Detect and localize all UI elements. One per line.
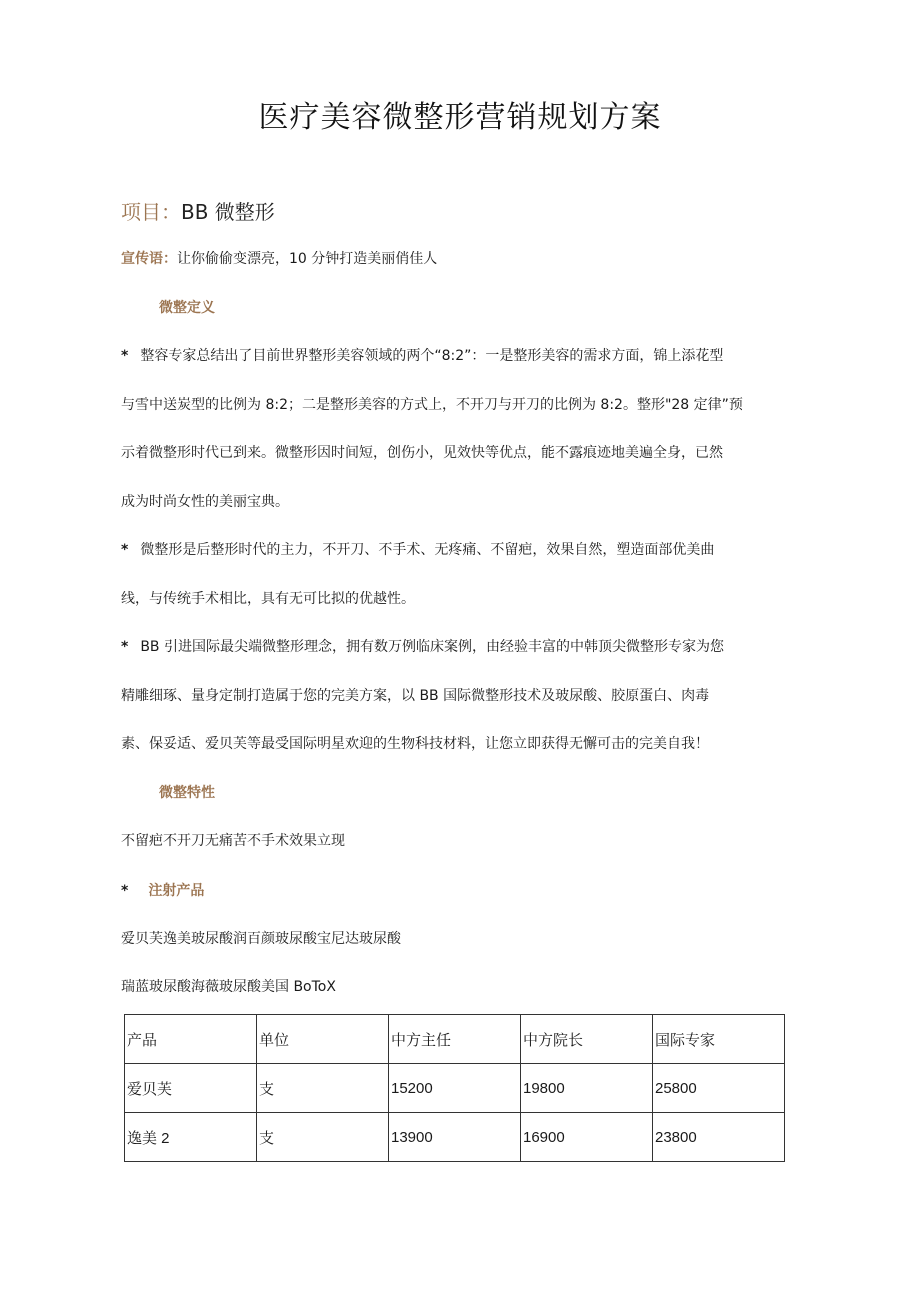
paragraph-3-line-2: 精雕细琢、量身定制打造属于您的完美方案，以 BB 国际微整形技术及玻尿酸、胶原蛋白、肉毒 (121, 688, 710, 704)
table-header-cell: 产品 (125, 1015, 257, 1064)
paragraph-1-line-3: 示着微整形时代已到来。微整形因时间短，创伤小，见效快等优点，能不露痕迹地美遍全身，已然 (121, 445, 723, 461)
bullet-star: * (121, 883, 129, 899)
table-cell: 13900 (389, 1113, 521, 1162)
table-cell: 支 (257, 1064, 389, 1113)
section-title-definition: 微整定义 (159, 300, 215, 316)
table-cell: 16900 (521, 1113, 653, 1162)
injection-heading (121, 880, 204, 900)
table-cell: 爱贝芙 (125, 1064, 257, 1113)
paragraph-3-line-3: 素、保妥适、爱贝芙等最受国际明星欢迎的生物科技材料，让您立即获得无懈可击的完美自我！ (121, 736, 709, 752)
project-label: 项目： (121, 200, 181, 224)
paragraph-1-line-1: * 整容专家总结出了目前世界整形美容领域的两个“8:2”：一是整形美容的需求方面，锦上添花型 (121, 348, 724, 364)
table-row (125, 1113, 785, 1162)
project-name: BB 微整形 (181, 200, 275, 224)
bullet-star: * (121, 542, 129, 558)
injection-label: 注射产品 (148, 883, 205, 899)
table-cell: 23800 (653, 1113, 785, 1162)
slogan-label: 宣传语： (121, 251, 177, 267)
table-cell: 25800 (653, 1064, 785, 1113)
bullet-star: * (121, 348, 129, 364)
table-cell: 支 (257, 1113, 389, 1162)
injection-products-line-1: 爱贝芙逸美玻尿酸润百颜玻尿酸宝尼达玻尿酸 (121, 931, 401, 947)
slogan-text: 让你偷偷变漂亮，10 分钟打造美丽俏佳人 (177, 251, 438, 267)
document-title: 医疗美容微整形营销规划方案 (258, 100, 662, 135)
paragraph-2-line-1: * 微整形是后整形时代的主力，不开刀、不手术、无疼痛、不留疤，效果自然，塑造面部优美曲 (121, 542, 715, 558)
slogan (121, 248, 437, 268)
table-header-row (125, 1015, 785, 1064)
features-text: 不留疤不开刀无痛苦不手术效果立现 (121, 833, 345, 849)
table-header-cell: 单位 (257, 1015, 389, 1064)
bullet-star: * (121, 639, 129, 655)
paragraph-3-line-1: * BB 引进国际最尖端微整形理念，拥有数万例临床案例，由经验丰富的中韩顶尖微整形专家为您 (121, 639, 724, 655)
table-cell: 19800 (521, 1064, 653, 1113)
paragraph-2-line-2: 线，与传统手术相比，具有无可比拟的优越性。 (121, 591, 415, 607)
table-cell: 逸美 2 (125, 1113, 257, 1162)
table-cell: 15200 (389, 1064, 521, 1113)
price-table (124, 1014, 785, 1162)
table-header-cell: 中方主任 (389, 1015, 521, 1064)
project-heading (121, 196, 275, 225)
injection-products-line-2: 瑞蓝玻尿酸海薇玻尿酸美国 BoToX (121, 979, 336, 995)
table-header-cell: 国际专家 (653, 1015, 785, 1064)
table-header-cell: 中方院长 (521, 1015, 653, 1064)
paragraph-1-line-4: 成为时尚女性的美丽宝典。 (121, 494, 289, 510)
table-row (125, 1064, 785, 1113)
section-title-features: 微整特性 (159, 785, 215, 801)
paragraph-1-line-2: 与雪中送炭型的比例为 8:2；二是整形美容的方式上，不开刀与开刀的比例为 8:2。整形"28 定律”预 (121, 397, 743, 413)
